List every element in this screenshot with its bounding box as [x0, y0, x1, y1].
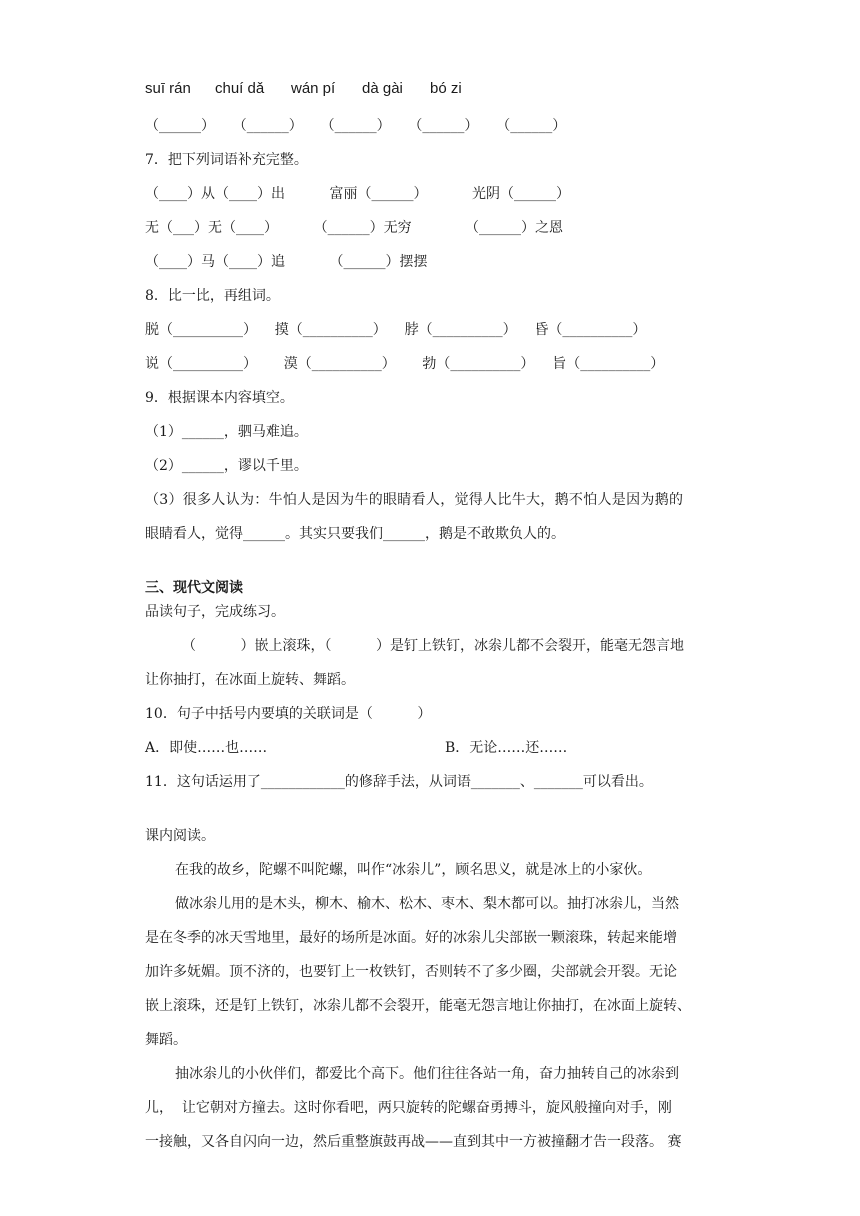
reading-line-5: 嵌上滚珠，还是钉上铁钉，冰尜儿都不会裂开，能毫无怨言地让你抽打，在冰面上旋转、	[145, 998, 691, 1014]
sentence-line-2: 让你抽打，在冰面上旋转、舞蹈。	[145, 672, 355, 688]
q9-item-1: （1）______，驷马难追。	[145, 424, 308, 440]
reading-line-8: 儿， 让它朝对方撞去。这时你看吧，两只旋转的陀螺奋勇搏斗，旋风般撞向对手，刚	[145, 1100, 672, 1116]
reading-line-1: 在我的故乡，陀螺不叫陀螺，叫作“冰尜儿”，顾名思义，就是冰上的小家伙。	[175, 862, 652, 878]
q7-row-3: （____）马（____）追 （______）摆摆	[145, 254, 428, 270]
reading-line-3: 是在冬季的冰天雪地里，最好的场所是冰面。好的冰尜儿尖部嵌一颗滚珠，转起来能增	[145, 930, 677, 946]
reading-line-4: 加许多妩媚。顶不济的，也要钉上一枚铁钉，否则转不了多少圈，尖部就会开裂。无论	[145, 964, 677, 980]
reading-line-6: 舞蹈。	[145, 1032, 187, 1048]
pinyin-3: wán pí	[291, 80, 336, 97]
q8-row-2: 说（__________） 漠（__________） 勃（__________） 旨（__________）	[145, 356, 665, 372]
q7-title: 7．把下列词语补充完整。	[145, 152, 308, 168]
pinyin-answer-blanks: （______） （______） （______） （______） （______）	[145, 118, 567, 134]
q11-question: 11．这句话运用了____________的修辞手法，从词语_______、_______可以看出。	[145, 774, 653, 790]
reading-intro: 课内阅读。	[145, 828, 215, 844]
section3-title: 三、现代文阅读	[145, 580, 243, 596]
q10-option-a: A．即使……也……	[145, 740, 268, 756]
reading-line-9: 一接触，又各自闪向一边，然后重整旗鼓再战——直到其中一方被撞翻才告一段落。 赛	[145, 1134, 682, 1150]
q9-item-3-cont: 眼睛看人，觉得______。其实只要我们______，鹅是不敢欺负人的。	[145, 526, 565, 542]
q7-row-1: （____）从（____）出 富丽（______） 光阴（______）	[145, 186, 571, 202]
pinyin-5: bó zi	[430, 80, 462, 97]
q7-row-2: 无（___）无（____） （______）无穷 （______）之恩	[145, 220, 564, 236]
q9-title: 9．根据课本内容填空。	[145, 390, 294, 406]
q10-question: 10．句子中括号内要填的关联词是（ ）	[145, 706, 432, 722]
pinyin-2: chuí dǎ	[215, 80, 265, 97]
sentence-line-1: （ ）嵌上滚珠，（ ）是钉上铁钉，冰尜儿都不会裂开，能毫无怨言地	[182, 638, 685, 654]
pinyin-4: dà gài	[362, 80, 403, 97]
q10-option-b: B．无论……还……	[445, 740, 568, 756]
q8-row-1: 脱（__________） 摸（__________） 脖（__________） 昏（__________）	[145, 322, 647, 338]
q9-item-3: （3）很多人认为：牛怕人是因为牛的眼睛看人，觉得人比牛大，鹅不怕人是因为鹅的	[145, 492, 684, 508]
reading-line-7: 抽冰尜儿的小伙伴们，都爱比个高下。他们往往各站一角，奋力抽转自己的冰尜到	[175, 1066, 679, 1082]
q8-title: 8．比一比，再组词。	[145, 288, 280, 304]
section3-intro: 品读句子，完成练习。	[145, 604, 285, 620]
pinyin-1: suī rán	[145, 80, 191, 97]
q9-item-2: （2）______，谬以千里。	[145, 458, 308, 474]
reading-line-2: 做冰尜儿用的是木头，柳木、榆木、松木、枣木、梨木都可以。抽打冰尜儿，当然	[175, 896, 679, 912]
